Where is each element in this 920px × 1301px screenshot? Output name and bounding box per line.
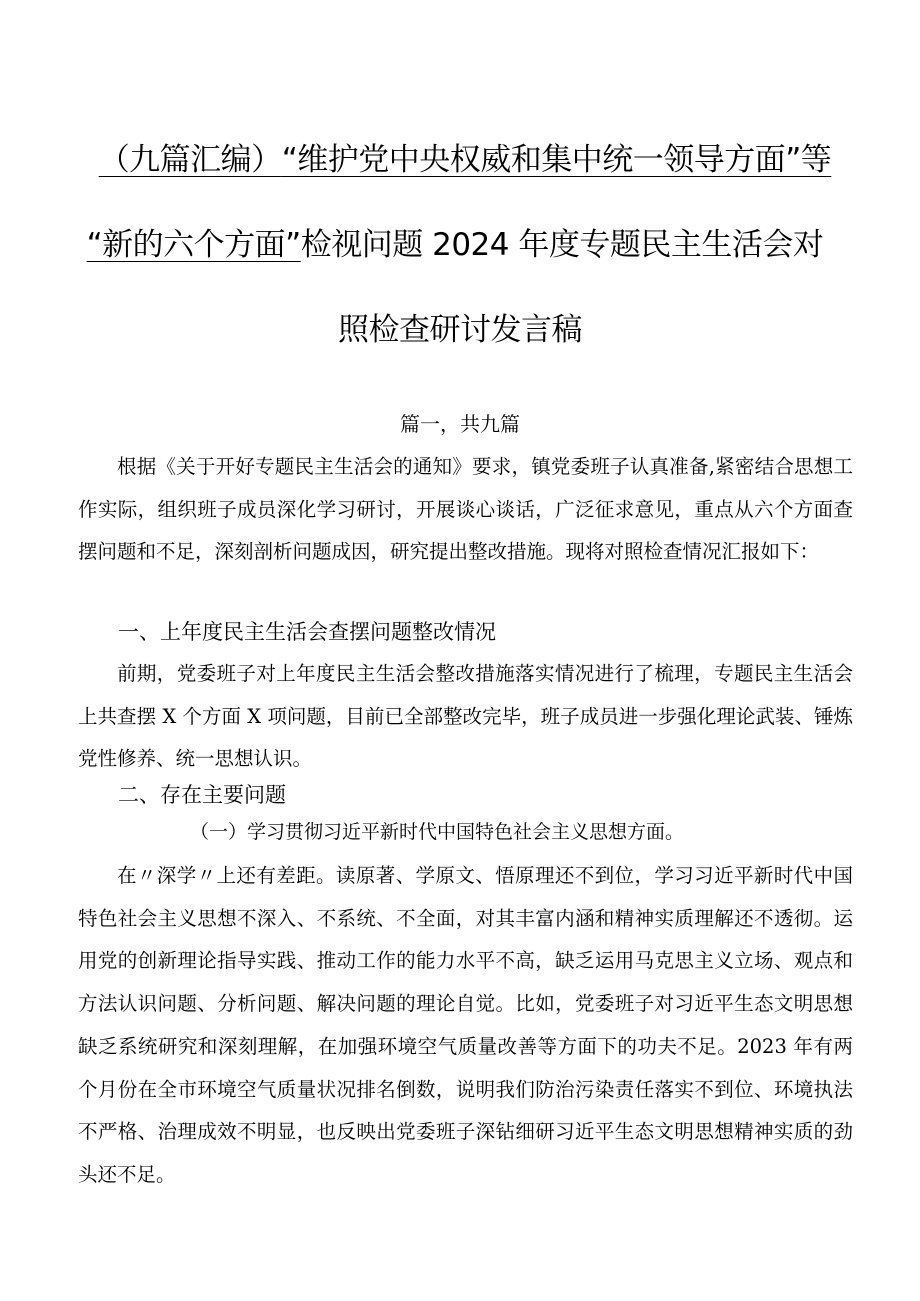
title-line-2-rest: 检视问题 2024 年度专题民主生活会对 [300, 227, 824, 263]
document-title-line-1 [95, 140, 835, 180]
intro-paragraph: 根据《关于开好专题民主生活会的通知》要求，镇党委班子认真准备,紧密结合思想工作实际，组织班子成员深化学习研讨，开展谈心谈话，广泛征求意见，重点从六个方面查摆问题和不足，深刻剖析问题成因，研究提出整改措施。现将对照检查情况汇报如下： [78, 455, 853, 564]
section-heading-2: 二、存在主要问题 [118, 783, 286, 807]
section-heading-1: 一、上年度民主生活会查摆问题整改情况 [118, 620, 496, 644]
document-title-line-3: 照检查研讨发言稿 [338, 312, 582, 348]
document-subtitle: 篇一，共九篇 [400, 412, 520, 436]
title-underlined-phrase-1: “维护党中央权威和集中统一领导方面”等 [281, 142, 832, 178]
subsection-heading-1: （一）学习贯彻习近平新时代中国特色社会主义思想方面。 [190, 821, 685, 843]
title-prefix: （九篇汇编） [98, 142, 282, 178]
subsection-1-paragraph: 在〃深学〃上还有差距。读原著、学原文、悟原理还不到位，学习习近平新时代中国特色社会主义思想不深入、不系统、不全面，对其丰富内涵和精神实质理解还不透彻。运用党的创新理论指导实践、推动工作的能力水平不高，缺乏运用马克思主义立场、观点和方法认识问题、分析问题、解决问题的理论自觉。比如，党委班子对习近平生态文明思想缺乏系统研究和深刻理解，在加强环境空气质量改善等方面下的功夫不足。2023 年有两个月份在全市环境空气质量状况排名倒数，说明我们防治污染责任落实不到位、环境执法不严格、治理成效不明显，也反映出党委班子深钻细研习近平生态文明思想精神实质的劲头还不足。 [78, 864, 853, 1186]
section-1-paragraph: 前期，党委班子对上年度民主生活会整改措施落实情况进行了梳理，专题民主生活会上共查摆 X 个方面 X 项问题，目前已全部整改完毕，班子成员进一步强化理论武装、锤炼党性修养、统一思想认识。 [78, 662, 853, 771]
document-title-line-2 [85, 225, 825, 265]
title-underlined-phrase-2: “新的六个方面” [86, 227, 301, 263]
